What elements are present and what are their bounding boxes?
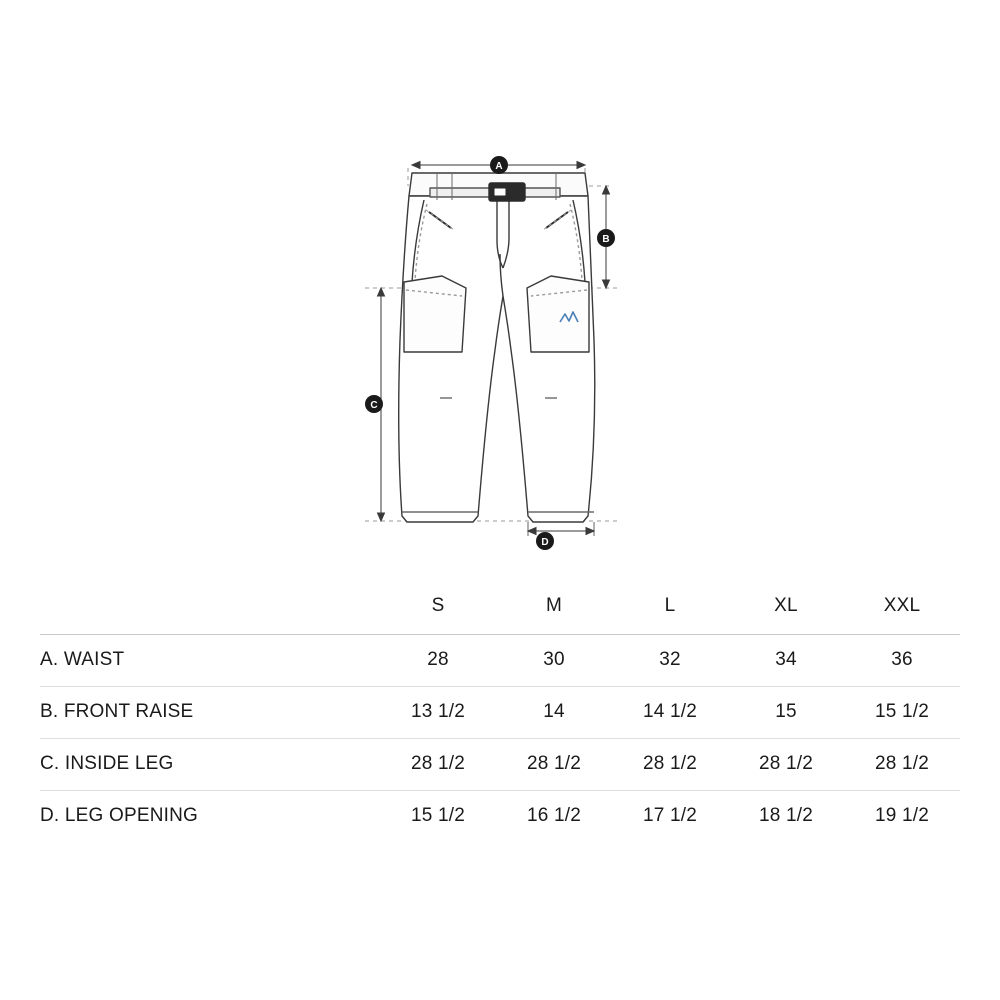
callout-badge-a [490,156,508,174]
cell-front-raise-xl: 15 [775,701,797,722]
cell-front-raise-l: 14 1/2 [642,701,698,722]
size-chart [40,578,960,842]
row-label-waist: A. WAIST [40,649,125,670]
callout-badge-d [536,532,554,550]
row-label-inside-leg: C. INSIDE LEG [40,753,174,774]
size-table [40,578,960,842]
callout-a-label: A [495,161,503,172]
callout-badge-b [597,229,615,247]
callout-b-label: B [602,234,610,245]
row-label-leg-opening: D. LEG OPENING [40,805,199,827]
cell-inside-leg-s: 28 1/2 [410,753,466,774]
size-header-xl: XL [728,578,844,634]
size-table-body [40,634,960,842]
size-table-head [40,578,960,634]
cell-front-raise-m: 14 [543,701,565,722]
cell-inside-leg-m: 28 1/2 [526,753,582,774]
cell-leg-opening-l: 17 1/2 [642,805,698,827]
cell-front-raise-s: 13 1/2 [410,701,466,722]
row-label-front-raise: B. FRONT RAISE [40,701,194,722]
cell-leg-opening-xxl: 19 1/2 [874,805,930,827]
cell-waist-xl: 34 [775,649,797,670]
table-row [40,790,960,842]
size-header-s: S [380,578,496,634]
cell-inside-leg-xl: 28 1/2 [758,753,814,774]
callout-d-label: D [541,537,549,548]
cell-leg-opening-m: 16 1/2 [526,805,582,827]
cell-waist-l: 32 [659,649,681,670]
size-header-xxl: XXL [844,578,960,634]
measurement-column-header [40,578,380,634]
size-header-l: L [612,578,728,634]
table-row [40,634,960,686]
cell-waist-s: 28 [427,649,449,670]
pants-illustration [399,173,595,522]
table-row [40,686,960,738]
cell-waist-m: 30 [543,649,565,670]
cell-waist-xxl: 36 [891,649,913,670]
callout-badge-c [365,395,383,413]
cell-leg-opening-s: 15 1/2 [410,805,466,827]
callout-c-label: C [370,400,378,411]
size-header-m: M [496,578,612,634]
cell-inside-leg-l: 28 1/2 [642,753,698,774]
table-header-row [40,578,960,634]
cell-inside-leg-xxl: 28 1/2 [874,753,930,774]
table-row [40,738,960,790]
cell-front-raise-xxl: 15 1/2 [874,701,930,722]
cell-leg-opening-xl: 18 1/2 [758,805,814,827]
